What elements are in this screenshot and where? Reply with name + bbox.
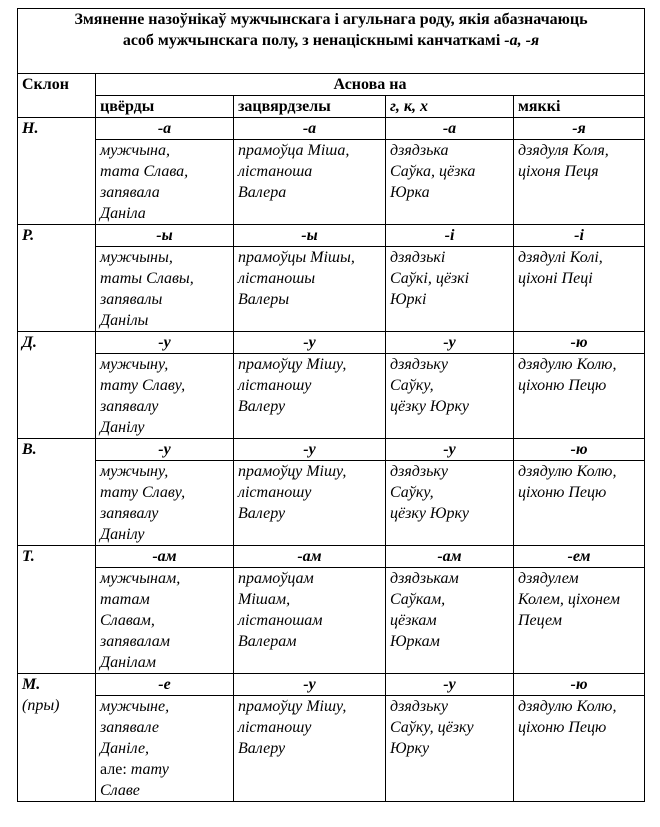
example-cell bbox=[234, 696, 386, 802]
case-header: Склон bbox=[18, 74, 96, 118]
example-line: прамоўца Міша, bbox=[238, 142, 350, 159]
case-label bbox=[18, 225, 96, 332]
example-line: цёзкам bbox=[390, 612, 437, 629]
ending-cell: -у bbox=[234, 674, 386, 696]
title-line-1: Змяненне назоўнікаў мужчынскага і агульнага роду, якія абазначаюць bbox=[74, 11, 588, 28]
example-line: Славе bbox=[100, 782, 140, 799]
case-abbrev: Р. bbox=[22, 227, 35, 244]
example-line: дзядулю Колю, bbox=[518, 356, 617, 373]
example-line: прамоўцу Мішу, bbox=[238, 463, 347, 480]
example-cell bbox=[386, 140, 514, 225]
example-cell bbox=[234, 354, 386, 439]
title-row bbox=[18, 9, 645, 74]
example-line: лістаношу bbox=[238, 719, 312, 736]
column-header-row bbox=[18, 96, 645, 118]
example-row bbox=[18, 461, 645, 546]
ending-cell: -е bbox=[96, 674, 234, 696]
ending-cell: -ю bbox=[514, 332, 645, 354]
example-line: Валера bbox=[238, 184, 287, 201]
example-line: тату Славу, bbox=[100, 377, 186, 394]
example-line: тата Слава, bbox=[100, 163, 189, 180]
example-cell bbox=[514, 140, 645, 225]
example-line: мужчынам, bbox=[100, 570, 181, 587]
example-line: запявала bbox=[100, 184, 160, 201]
ending-cell: -у bbox=[96, 439, 234, 461]
example-line: Валеру bbox=[238, 505, 286, 522]
example-line: татам bbox=[100, 591, 150, 608]
example-line: мужчыне, bbox=[100, 698, 170, 715]
example-line: Юркі bbox=[390, 291, 427, 308]
example-cell bbox=[96, 140, 234, 225]
exception-label: але: bbox=[100, 761, 127, 778]
example-cell bbox=[96, 247, 234, 332]
example-line: дзядуля Коля, bbox=[518, 142, 609, 159]
example-line: Саўку, bbox=[390, 484, 434, 501]
example-line: ціхоні Пеці bbox=[518, 270, 593, 287]
case-abbrev: Д. bbox=[22, 334, 37, 351]
example-line: лістаношу bbox=[238, 484, 312, 501]
ending-cell: -ем bbox=[514, 546, 645, 568]
title-endings: -а, -я bbox=[504, 32, 540, 49]
ending-cell: -ам bbox=[234, 546, 386, 568]
ending-row bbox=[18, 118, 645, 140]
ending-row bbox=[18, 332, 645, 354]
case-label bbox=[18, 118, 96, 225]
example-cell bbox=[96, 461, 234, 546]
example-line: Данілу bbox=[100, 526, 145, 543]
case-abbrev: Н. bbox=[22, 120, 39, 137]
example-line: Юрку bbox=[390, 740, 430, 757]
example-cell bbox=[96, 354, 234, 439]
example-row bbox=[18, 354, 645, 439]
example-line: Славам, bbox=[100, 612, 155, 629]
ending-cell: -ю bbox=[514, 674, 645, 696]
example-line: запявалу bbox=[100, 505, 159, 522]
example-line: прамоўцу Мішу, bbox=[238, 698, 347, 715]
ending-cell: -ы bbox=[96, 225, 234, 247]
example-line: запявалам bbox=[100, 633, 170, 650]
ending-cell: -у bbox=[234, 332, 386, 354]
example-line: Валерам bbox=[238, 633, 297, 650]
example-line: Пецем bbox=[518, 612, 562, 629]
col-header-soft: мяккі bbox=[514, 96, 645, 118]
example-line: мужчыны, bbox=[100, 249, 173, 266]
example-line: Саўка, цёзка bbox=[390, 163, 476, 180]
ending-cell: -а bbox=[96, 118, 234, 140]
example-cell bbox=[386, 696, 514, 802]
example-line: прамоўцам bbox=[238, 570, 314, 587]
case-preposition: (пры) bbox=[22, 697, 60, 714]
example-line: цёзку Юрку bbox=[390, 398, 470, 415]
example-cell bbox=[234, 461, 386, 546]
ending-row bbox=[18, 225, 645, 247]
example-line: Юркам bbox=[390, 633, 440, 650]
example-line: дзядулю Колю, bbox=[518, 463, 617, 480]
stem-header: Аснова на bbox=[96, 74, 645, 96]
example-line: Данілы bbox=[100, 312, 149, 329]
title-line-2: асоб мужчынскага полу, з ненаціскнымі канчаткамі bbox=[122, 32, 505, 49]
col-header-hard: цвёрды bbox=[96, 96, 234, 118]
case-label bbox=[18, 674, 96, 802]
ending-cell: -і bbox=[386, 225, 514, 247]
example-line: Валеру bbox=[238, 740, 286, 757]
example-line: Валеру bbox=[238, 398, 286, 415]
ending-cell: -ю bbox=[514, 439, 645, 461]
example-line: лістаношы bbox=[238, 270, 316, 287]
example-cell bbox=[386, 568, 514, 674]
ending-row bbox=[18, 546, 645, 568]
example-line: прамоўцы Мішы, bbox=[238, 249, 355, 266]
example-line: Даніле, bbox=[100, 740, 150, 757]
case-label bbox=[18, 546, 96, 674]
ending-row bbox=[18, 674, 645, 696]
example-line: Саўку, bbox=[390, 377, 434, 394]
example-line: Колем, ціхонем bbox=[518, 591, 620, 608]
example-line: Валеры bbox=[238, 291, 290, 308]
example-line: ціхоня Пеця bbox=[518, 163, 599, 180]
example-line: запявале bbox=[100, 719, 159, 736]
example-cell bbox=[514, 354, 645, 439]
ending-row bbox=[18, 439, 645, 461]
declension-table bbox=[17, 8, 645, 802]
example-line: Саўку, цёзку bbox=[390, 719, 474, 736]
ending-cell: -у bbox=[234, 439, 386, 461]
example-line bbox=[100, 759, 229, 780]
example-line: дзядзькі bbox=[390, 249, 446, 266]
example-line: дзядзьку bbox=[390, 356, 448, 373]
example-cell bbox=[514, 247, 645, 332]
case-abbrev: В. bbox=[22, 441, 37, 458]
col-header-hardened: зацвярдзелы bbox=[234, 96, 386, 118]
example-line: тату Славу, bbox=[100, 484, 186, 501]
ending-cell: -у bbox=[386, 332, 514, 354]
example-cell bbox=[234, 140, 386, 225]
example-row bbox=[18, 140, 645, 225]
ending-cell: -а bbox=[234, 118, 386, 140]
example-cell bbox=[96, 568, 234, 674]
col-header-velar: г, к, х bbox=[386, 96, 514, 118]
example-line: дзядзьку bbox=[390, 698, 448, 715]
example-line: Мішам, bbox=[238, 591, 291, 608]
case-abbrev: Т. bbox=[22, 548, 35, 565]
ending-cell: -а bbox=[386, 118, 514, 140]
ending-cell: -ы bbox=[234, 225, 386, 247]
example-cell bbox=[96, 696, 234, 802]
example-line: ціхоню Пецю bbox=[518, 719, 607, 736]
example-line: Саўкам, bbox=[390, 591, 446, 608]
example-cell bbox=[514, 696, 645, 802]
case-label bbox=[18, 439, 96, 546]
ending-cell: -ам bbox=[386, 546, 514, 568]
example-line: дзядулем bbox=[518, 570, 579, 587]
example-row bbox=[18, 568, 645, 674]
example-line: цёзку Юрку bbox=[390, 505, 470, 522]
example-line: Данілу bbox=[100, 419, 145, 436]
example-line: Саўкі, цёзкі bbox=[390, 270, 470, 287]
example-line: дзядулю Колю, bbox=[518, 698, 617, 715]
example-line: запявалы bbox=[100, 291, 163, 308]
example-line: лістаношам bbox=[238, 612, 323, 629]
example-line: дзядзькам bbox=[390, 570, 459, 587]
ending-cell: -і bbox=[514, 225, 645, 247]
example-line: ціхоню Пецю bbox=[518, 377, 607, 394]
example-line: запявалу bbox=[100, 398, 159, 415]
example-cell bbox=[386, 461, 514, 546]
example-row bbox=[18, 247, 645, 332]
case-label bbox=[18, 332, 96, 439]
example-line: лістаноша bbox=[238, 163, 313, 180]
example-cell bbox=[514, 568, 645, 674]
example-cell bbox=[234, 568, 386, 674]
stem-header-row bbox=[18, 74, 645, 96]
example-line: таты Славы, bbox=[100, 270, 194, 287]
example-line: дзядзька bbox=[390, 142, 449, 159]
example-line: Данілам bbox=[100, 654, 156, 671]
example-cell bbox=[386, 354, 514, 439]
ending-cell: -ам bbox=[96, 546, 234, 568]
example-cell bbox=[234, 247, 386, 332]
example-line: Юрка bbox=[390, 184, 430, 201]
example-line: лістаношу bbox=[238, 377, 312, 394]
example-line: Даніла bbox=[100, 205, 146, 222]
example-cell bbox=[386, 247, 514, 332]
example-line: дзядзьку bbox=[390, 463, 448, 480]
example-cell bbox=[514, 461, 645, 546]
ending-cell: -у bbox=[96, 332, 234, 354]
example-line: мужчыну, bbox=[100, 356, 169, 373]
example-row bbox=[18, 696, 645, 802]
example-line: мужчына, bbox=[100, 142, 170, 159]
ending-cell: -у bbox=[386, 674, 514, 696]
example-line: ціхоню Пецю bbox=[518, 484, 607, 501]
example-line: прамоўцу Мішу, bbox=[238, 356, 347, 373]
table-title bbox=[18, 9, 645, 74]
exception-word: тату bbox=[130, 761, 169, 778]
ending-cell: -я bbox=[514, 118, 645, 140]
example-line: мужчыну, bbox=[100, 463, 169, 480]
case-abbrev: М. bbox=[22, 676, 41, 693]
example-line: дзядулі Колі, bbox=[518, 249, 603, 266]
ending-cell: -у bbox=[386, 439, 514, 461]
